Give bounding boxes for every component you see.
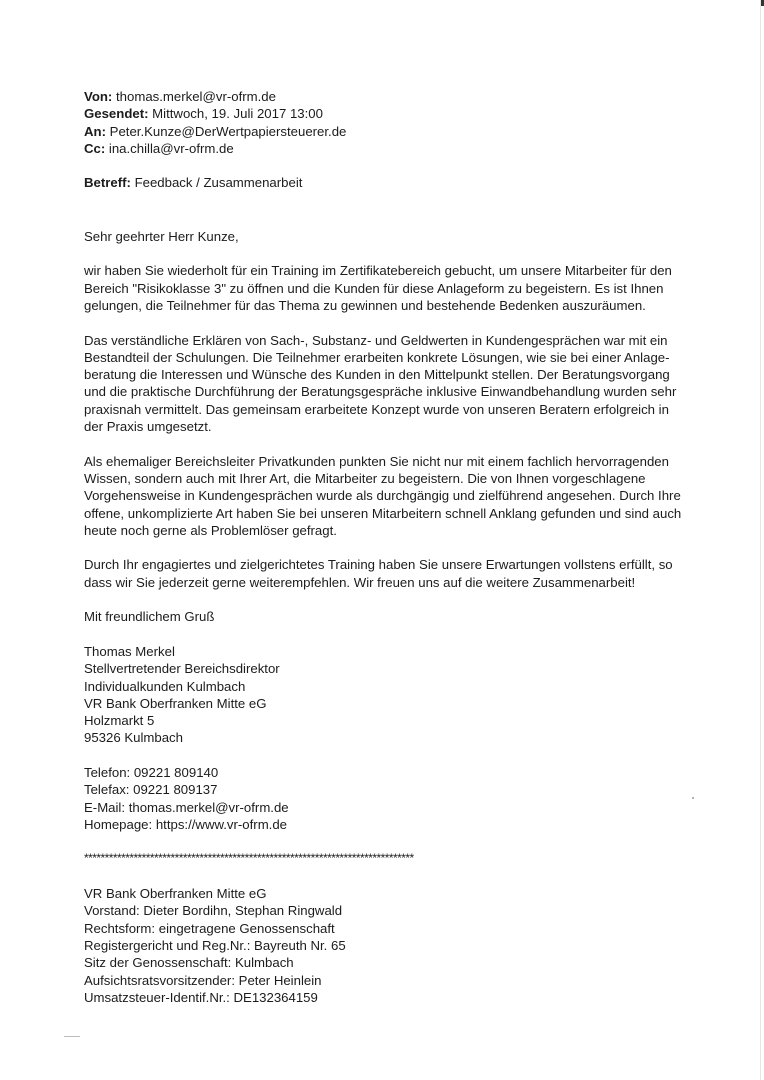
signature-city: 95326 Kulmbach <box>84 730 183 746</box>
sent-row <box>84 105 724 122</box>
paragraph-line: wir haben Sie wiederholt für ein Training im Zertifikatebereich gebucht, um unsere Mitarbeiter für den <box>84 263 672 279</box>
signature-homepage: Homepage: https://www.vr-ofrm.de <box>84 816 288 832</box>
signature-fax: Telefax: 09221 809137 <box>84 782 218 798</box>
signature-department: Individualkunden Kulmbach <box>84 678 246 694</box>
separator-line: ******************************************************************************** <box>84 851 414 866</box>
subject-value: Feedback / Zusammenarbeit <box>134 175 303 191</box>
footer-line: Aufsichtsratsvorsitzender: Peter Heinlein <box>84 972 322 988</box>
signature-company: VR Bank Oberfranken Mitte eG <box>84 695 267 711</box>
signature-block <box>84 643 724 833</box>
cc-value: ina.chilla@vr-ofrm.de <box>108 140 234 156</box>
paragraph-line: Durch Ihr engagiertes und zielgerichtetes Training haben Sie unsere Erwartungen vollstens erfüllt, so <box>84 557 673 573</box>
scan-artifact-dash <box>64 1036 80 1037</box>
paragraph-line: Bestandteil der Schulungen. Die Teilnehmer erarbeiten konkrete Lösungen, wie sie bei einer Anlage- <box>84 349 670 365</box>
from-value: thomas.merkel@vr-ofrm.de <box>116 89 276 104</box>
letter-content <box>84 88 724 1006</box>
to-label: An: <box>84 123 106 139</box>
signature-name: Thomas Merkel <box>84 643 175 659</box>
paragraph-line: Das verständliche Erklären von Sach-, Substanz- und Geldwerten in Kundengesprächen war mit ein <box>84 332 668 348</box>
paragraph-line: gelungen, die Teilnehmer für das Thema zu gewinnen und bestehende Bedenken auszuräumen. <box>84 297 646 313</box>
paragraph-line: beratung die Interessen und Wünsche des Kunden in den Mittelpunkt stellen. Der Beratungsvorgang <box>84 367 670 383</box>
paragraph-line: praxisnah vermittelt. Das gemeinsam erarbeitete Konzept wurde von unseren Beratern erfolgreich in <box>84 401 669 417</box>
footer-line: Vorstand: Dieter Bordihn, Stephan Ringwald <box>84 903 343 919</box>
footer-line: Rechtsform: eingetragene Genossenschaft <box>84 920 335 936</box>
cc-label: Cc: <box>84 140 106 156</box>
sent-label: Gesendet: <box>84 106 149 122</box>
footer-line: Sitz der Genossenschaft: Kulmbach <box>84 955 294 971</box>
body-paragraph <box>84 262 724 314</box>
scan-edge-line <box>760 0 761 1080</box>
footer-line: Umsatzsteuer-Identif.Nr.: DE132364159 <box>84 989 318 1005</box>
body-paragraph <box>84 453 724 539</box>
paragraph-line: offene, unkomplizierte Art haben Sie bei unseren Mitarbeitern schnell Anklang gefunden und sind auch <box>84 505 682 521</box>
email-header <box>84 88 724 192</box>
paragraph-line: Bereich "Risikoklasse 3" zu öffnen und die Kunden für diese Anlageform zu begeistern. Es ist Ihnen <box>84 280 664 296</box>
paragraph-line: und die praktische Durchführung der Beratungsgespräche inklusive Einwandbehandlung wurden sehr <box>84 384 677 400</box>
subject-row <box>84 174 724 191</box>
to-value: Peter.Kunze@DerWertpapiersteuerer.de <box>109 123 347 139</box>
signature-email: E-Mail: thomas.merkel@vr-ofrm.de <box>84 799 289 815</box>
paragraph-line: dass wir Sie jederzeit gerne weiterempfehlen. Wir freuen uns auf die weitere Zusammenarbeit! <box>84 574 636 590</box>
paragraph-line: der Praxis umgesetzt. <box>84 419 212 435</box>
to-row <box>84 123 724 140</box>
footer-line: Registergericht und Reg.Nr.: Bayreuth Nr. 65 <box>84 937 346 953</box>
from-label: Von: <box>84 89 113 104</box>
cc-row <box>84 140 724 157</box>
paragraph-line: Vorgehensweise in Kundengesprächen wurde als durchgängig und zielführend angesehen. Durch Ihre <box>84 488 681 504</box>
paragraph-line: Als ehemaliger Bereichsleiter Privatkunden punkten Sie nicht nur mit einem fachlich hervorragenden <box>84 453 669 469</box>
body-paragraph <box>84 332 724 436</box>
signature-title: Stellvertretender Bereichsdirektor <box>84 661 280 677</box>
paragraph-line: heute noch gerne als Problemlöser gefragt. <box>84 522 337 538</box>
subject-label: Betreff: <box>84 175 131 191</box>
paragraph-line: Wissen, sondern auch mit Ihrer Art, die Mitarbeiter zu begeistern. Die von Ihnen vorgeschlagene <box>84 470 646 486</box>
signature-phone: Telefon: 09221 809140 <box>84 764 219 780</box>
legal-footer <box>84 885 724 1006</box>
sent-value: Mittwoch, 19. Juli 2017 13:00 <box>152 106 323 122</box>
salutation: Sehr geehrter Herr Kunze, <box>84 228 239 244</box>
footer-line: VR Bank Oberfranken Mitte eG <box>84 886 267 902</box>
closing: Mit freundlichem Gruß <box>84 609 215 625</box>
from-row <box>84 88 724 105</box>
signature-street: Holzmarkt 5 <box>84 713 155 729</box>
body-paragraph <box>84 556 724 591</box>
